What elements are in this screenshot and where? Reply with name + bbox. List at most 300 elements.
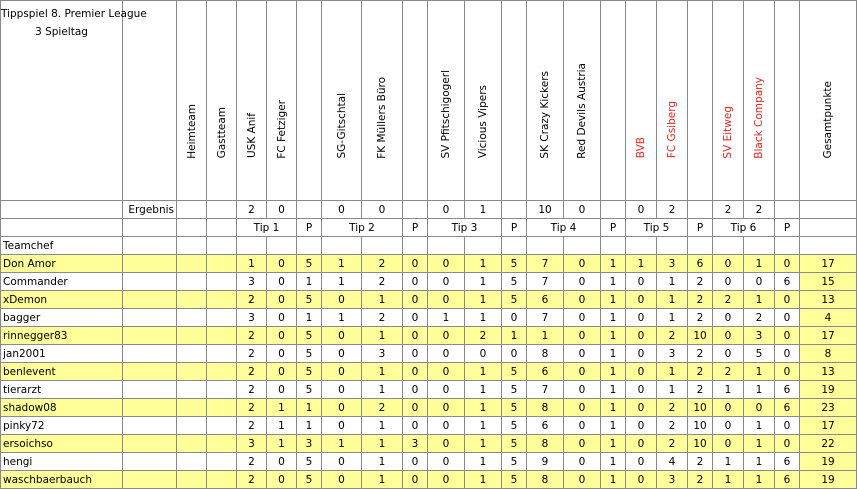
tip-4-points: 1 [601,327,626,345]
teamchef-blank [123,237,177,255]
tip-5-points: 2 [688,273,713,291]
ergebnis-blank [775,201,800,219]
tip-1-away: 0 [267,453,297,471]
tip-5-away: 3 [657,345,688,363]
teamchef-blank [237,237,267,255]
tip-5-points: 10 [688,435,713,453]
tip-1-points: 5 [297,327,322,345]
tip-4-away: 0 [564,327,601,345]
gesamtpunkte-header: Gesamtpunkte [800,1,857,201]
player-blank [123,453,177,471]
tip-6-away: 1 [744,417,775,435]
player-name: benlevent [1,363,123,381]
team-header-home-5: BVB [626,1,657,201]
tip-1-points: 1 [297,399,322,417]
tip-1-home: 2 [237,417,267,435]
tip-2-home: 1 [322,273,362,291]
teamchef-blank [403,237,428,255]
player-blank [207,381,237,399]
ergebnis-blank [297,201,322,219]
tip-3-home: 0 [428,273,465,291]
tip-1-home: 3 [237,435,267,453]
player-rows [1,255,857,489]
tip-5-away: 1 [657,291,688,309]
tip-4-points: 1 [601,417,626,435]
tip-6-away: 1 [744,255,775,273]
tip-3-away: 1 [465,399,502,417]
player-blank [177,417,207,435]
tip-6-home: 2 [713,363,744,381]
player-blank [123,363,177,381]
p-spacer-header-3 [502,1,527,201]
tip-4-away: 0 [564,363,601,381]
tip-6-away: 1 [744,435,775,453]
tip-1-away: 0 [267,255,297,273]
tip-1-home: 2 [237,453,267,471]
player-blank [177,363,207,381]
header-row [1,1,857,201]
tip-2-points: 0 [403,417,428,435]
ergebnis-blank [403,201,428,219]
tip-2-away: 3 [362,345,403,363]
player-blank [177,273,207,291]
tip-1-home: 3 [237,273,267,291]
tip-4-away: 0 [564,399,601,417]
tip-4-away: 0 [564,453,601,471]
tip-3-points: 1 [502,327,527,345]
p-label: P [403,219,428,237]
tip-5-points: 6 [688,255,713,273]
tip-4-home: 6 [527,363,564,381]
team-header-home-6: SV Eitweg [713,1,744,201]
player-blank [207,417,237,435]
teamchef-blank [564,237,601,255]
player-row [1,273,857,291]
tip-3-points: 0 [502,309,527,327]
tip-6-home: 0 [713,327,744,345]
tip-1-points: 3 [297,435,322,453]
tip-6-away: 0 [744,273,775,291]
tip-4-home: 7 [527,309,564,327]
team-header-home-3: SV Pfitschigogerl [428,1,465,201]
teamchef-blank [207,237,237,255]
tip-6-points: 0 [775,363,800,381]
tip-3-home: 0 [428,327,465,345]
tip-label-row [1,219,857,237]
result-away-5: 2 [657,201,688,219]
tip-4-home: 1 [527,327,564,345]
player-blank [123,381,177,399]
tip-5-home: 0 [626,381,657,399]
tip-5-points: 2 [688,453,713,471]
tip-5-home: 0 [626,291,657,309]
tip-2-points: 0 [403,255,428,273]
tip-row-blank [177,219,207,237]
ergebnis-blank [800,201,857,219]
tip-5-points: 10 [688,327,713,345]
tip-3-away: 1 [465,255,502,273]
tip-4-points: 1 [601,309,626,327]
tip-4-home: 8 [527,435,564,453]
tip-6-points: 0 [775,291,800,309]
tip-row-blank [123,219,177,237]
teamchef-row [1,237,857,255]
tip-2-home: 0 [322,417,362,435]
player-row [1,309,857,327]
tip-6-points: 6 [775,381,800,399]
teamchef-blank [744,237,775,255]
tip-3-points: 5 [502,453,527,471]
player-total: 19 [800,453,857,471]
tip-2-home: 0 [322,399,362,417]
teamchef-blank [502,237,527,255]
tip-6-home: 2 [713,291,744,309]
tip-6-points: 0 [775,417,800,435]
tip-2-home: 0 [322,363,362,381]
tip-3-away: 1 [465,291,502,309]
tip-2-points: 0 [403,399,428,417]
tip-6-points: 6 [775,399,800,417]
tip-2-points: 0 [403,453,428,471]
ergebnis-blank [601,201,626,219]
player-blank [177,453,207,471]
tip-5-home: 0 [626,417,657,435]
team-header-home-2: SG-Gitschtal [322,1,362,201]
tip-2-home: 0 [322,291,362,309]
tip-3-points: 5 [502,363,527,381]
tip-2-points: 3 [403,435,428,453]
teamchef-blank [688,237,713,255]
tip-4-points: 1 [601,291,626,309]
player-blank [123,471,177,489]
result-home-4: 10 [527,201,564,219]
tip-2-away: 1 [362,327,403,345]
team-header-away-3: Vicious Vipers [465,1,502,201]
player-name: jan2001 [1,345,123,363]
player-blank [207,453,237,471]
player-blank [123,345,177,363]
tip-5-home: 0 [626,435,657,453]
tip-4-home: 8 [527,399,564,417]
tip-6-points: 6 [775,273,800,291]
tip-6-away: 1 [744,453,775,471]
tip-6-points: 0 [775,255,800,273]
player-blank [207,363,237,381]
tip-6-points: 0 [775,435,800,453]
tip-1-away: 0 [267,471,297,489]
tip-4-away: 0 [564,309,601,327]
tip-3-home: 0 [428,291,465,309]
p-label: P [688,219,713,237]
p-spacer-header-2 [403,1,428,201]
result-away-4: 0 [564,201,601,219]
player-name: rinnegger83 [1,327,123,345]
p-spacer-header-4 [601,1,626,201]
tip-4-away: 0 [564,255,601,273]
tip-row-blank [207,219,237,237]
tip-2-points: 0 [403,471,428,489]
tip-5-away: 1 [657,363,688,381]
tip-4-away: 0 [564,345,601,363]
tip-5-points: 2 [688,309,713,327]
tip-4-points: 1 [601,255,626,273]
tip-2-away: 1 [362,363,403,381]
tip-5-points: 2 [688,381,713,399]
tip-3-points: 5 [502,273,527,291]
tip-label-4: Tip 4 [527,219,601,237]
player-blank [177,309,207,327]
player-row [1,345,857,363]
tip-1-home: 2 [237,399,267,417]
tip-6-away: 5 [744,345,775,363]
p-label: P [502,219,527,237]
tip-5-home: 0 [626,327,657,345]
result-home-3: 0 [428,201,465,219]
tip-1-away: 0 [267,363,297,381]
player-row [1,255,857,273]
tip-3-points: 5 [502,381,527,399]
tip-5-away: 4 [657,453,688,471]
player-blank [207,273,237,291]
tip-5-away: 1 [657,273,688,291]
tip-6-home: 1 [713,471,744,489]
ergebnis-row [1,201,857,219]
player-blank [123,255,177,273]
tip-4-home: 7 [527,255,564,273]
player-total: 22 [800,435,857,453]
player-total: 15 [800,273,857,291]
player-blank [207,255,237,273]
player-blank [177,327,207,345]
player-total: 13 [800,291,857,309]
p-label: P [297,219,322,237]
player-blank [207,435,237,453]
team-header-away-4: Red Devils Austria [564,1,601,201]
title-cell [1,1,147,201]
result-away-6: 2 [744,201,775,219]
tip-4-points: 1 [601,345,626,363]
tip-1-away: 1 [267,435,297,453]
tip-5-home: 0 [626,399,657,417]
player-total: 4 [800,309,857,327]
player-blank [123,291,177,309]
player-row [1,363,857,381]
tip-2-away: 1 [362,381,403,399]
tip-3-points: 5 [502,399,527,417]
teamchef-blank [297,237,322,255]
teamchef-blank [177,237,207,255]
tip-1-points: 1 [297,273,322,291]
ergebnis-blank [502,201,527,219]
teamchef-label: Teamchef [1,237,123,255]
tip-2-away: 2 [362,255,403,273]
player-blank [123,273,177,291]
tip-2-home: 1 [322,255,362,273]
player-blank [123,417,177,435]
tip-1-home: 1 [237,255,267,273]
player-total: 8 [800,345,857,363]
player-name: shadow08 [1,399,123,417]
tip-4-home: 6 [527,291,564,309]
player-row [1,327,857,345]
tip-6-home: 0 [713,255,744,273]
tip-4-points: 1 [601,399,626,417]
tip-label-6: Tip 6 [713,219,775,237]
player-blank [207,345,237,363]
tip-4-away: 0 [564,435,601,453]
tip-3-away: 1 [465,309,502,327]
player-row [1,399,857,417]
result-home-2: 0 [322,201,362,219]
player-total: 13 [800,363,857,381]
player-blank [177,291,207,309]
teamchef-blank [465,237,502,255]
tip-6-points: 0 [775,345,800,363]
tip-5-home: 0 [626,273,657,291]
tip-2-away: 2 [362,309,403,327]
result-home-1: 2 [237,201,267,219]
tip-1-away: 0 [267,327,297,345]
tip-2-home: 0 [322,345,362,363]
player-total: 19 [800,471,857,489]
player-blank [207,327,237,345]
tip-1-home: 3 [237,309,267,327]
tip-3-away: 2 [465,327,502,345]
tip-5-away: 2 [657,327,688,345]
player-blank [207,309,237,327]
tip-6-away: 1 [744,291,775,309]
tip-2-points: 0 [403,363,428,381]
tip-4-away: 0 [564,471,601,489]
tip-5-points: 10 [688,399,713,417]
tip-5-points: 2 [688,363,713,381]
ergebnis-blank [688,201,713,219]
tip-2-points: 0 [403,381,428,399]
teamchef-blank [362,237,403,255]
tip-3-home: 0 [428,363,465,381]
result-away-2: 0 [362,201,403,219]
tip-5-away: 3 [657,255,688,273]
tip-4-away: 0 [564,417,601,435]
tip-4-points: 1 [601,363,626,381]
tip-6-home: 0 [713,417,744,435]
tip-6-home: 1 [713,453,744,471]
tip-3-away: 1 [465,417,502,435]
result-home-5: 0 [626,201,657,219]
tip-2-home: 1 [322,309,362,327]
tip-2-home: 0 [322,471,362,489]
tip-4-away: 0 [564,291,601,309]
tip-3-home: 0 [428,399,465,417]
team-header-away-5: FC Gsiberg [657,1,688,201]
tip-1-away: 0 [267,345,297,363]
tip-3-points: 5 [502,435,527,453]
teamchef-blank [657,237,688,255]
teamchef-blank [601,237,626,255]
player-blank [123,399,177,417]
player-row [1,453,857,471]
player-row [1,381,857,399]
tip-3-home: 1 [428,309,465,327]
player-name: bagger [1,309,123,327]
tip-6-away: 1 [744,471,775,489]
tip-5-away: 1 [657,309,688,327]
tip-3-away: 1 [465,471,502,489]
tip-row-blank [1,219,123,237]
tip-6-points: 6 [775,471,800,489]
tip-1-away: 0 [267,273,297,291]
tip-5-home: 0 [626,363,657,381]
tip-4-away: 0 [564,381,601,399]
tip-5-home: 0 [626,453,657,471]
tip-5-home: 0 [626,345,657,363]
tip-1-home: 2 [237,363,267,381]
tip-6-home: 0 [713,309,744,327]
tip-1-away: 0 [267,381,297,399]
tip-6-home: 1 [713,381,744,399]
tip-3-home: 0 [428,345,465,363]
teamchef-blank [267,237,297,255]
tip-3-home: 0 [428,417,465,435]
tip-5-away: 2 [657,417,688,435]
player-blank [177,399,207,417]
tip-2-away: 2 [362,399,403,417]
tip-label-3: Tip 3 [428,219,502,237]
gastteam-header: Gastteam [207,1,237,201]
tip-label-5: Tip 5 [626,219,688,237]
tip-1-home: 2 [237,327,267,345]
player-name: Commander [1,273,123,291]
player-blank [123,327,177,345]
p-spacer-header-1 [297,1,322,201]
tip-4-points: 1 [601,381,626,399]
tip-row-blank [800,219,857,237]
player-blank [123,435,177,453]
heimteam-header: Heimteam [177,1,207,201]
tip-1-home: 2 [237,291,267,309]
player-row [1,471,857,489]
player-name: tierarzt [1,381,123,399]
tip-1-points: 5 [297,255,322,273]
tip-label-1: Tip 1 [237,219,297,237]
tip-6-home: 0 [713,273,744,291]
tip-1-away: 0 [267,291,297,309]
tip-3-points: 5 [502,255,527,273]
player-row [1,291,857,309]
ergebnis-label: Ergebnis [123,201,177,219]
tip-5-home: 1 [626,255,657,273]
tip-1-points: 5 [297,471,322,489]
tip-6-points: 0 [775,309,800,327]
tip-4-home: 9 [527,453,564,471]
team-header-away-6: Black Company [744,1,775,201]
tip-1-away: 0 [267,309,297,327]
tip-1-away: 1 [267,399,297,417]
tip-3-home: 0 [428,255,465,273]
tip-1-points: 5 [297,291,322,309]
player-blank [177,435,207,453]
tip-label-2: Tip 2 [322,219,403,237]
tip-4-home: 8 [527,345,564,363]
player-name: Don Amor [1,255,123,273]
tip-3-points: 0 [502,345,527,363]
tip-3-away: 1 [465,273,502,291]
player-total: 17 [800,327,857,345]
player-blank [177,345,207,363]
tip-3-away: 1 [465,453,502,471]
tip-2-home: 1 [322,435,362,453]
team-header-home-4: SK Crazy Kickers [527,1,564,201]
